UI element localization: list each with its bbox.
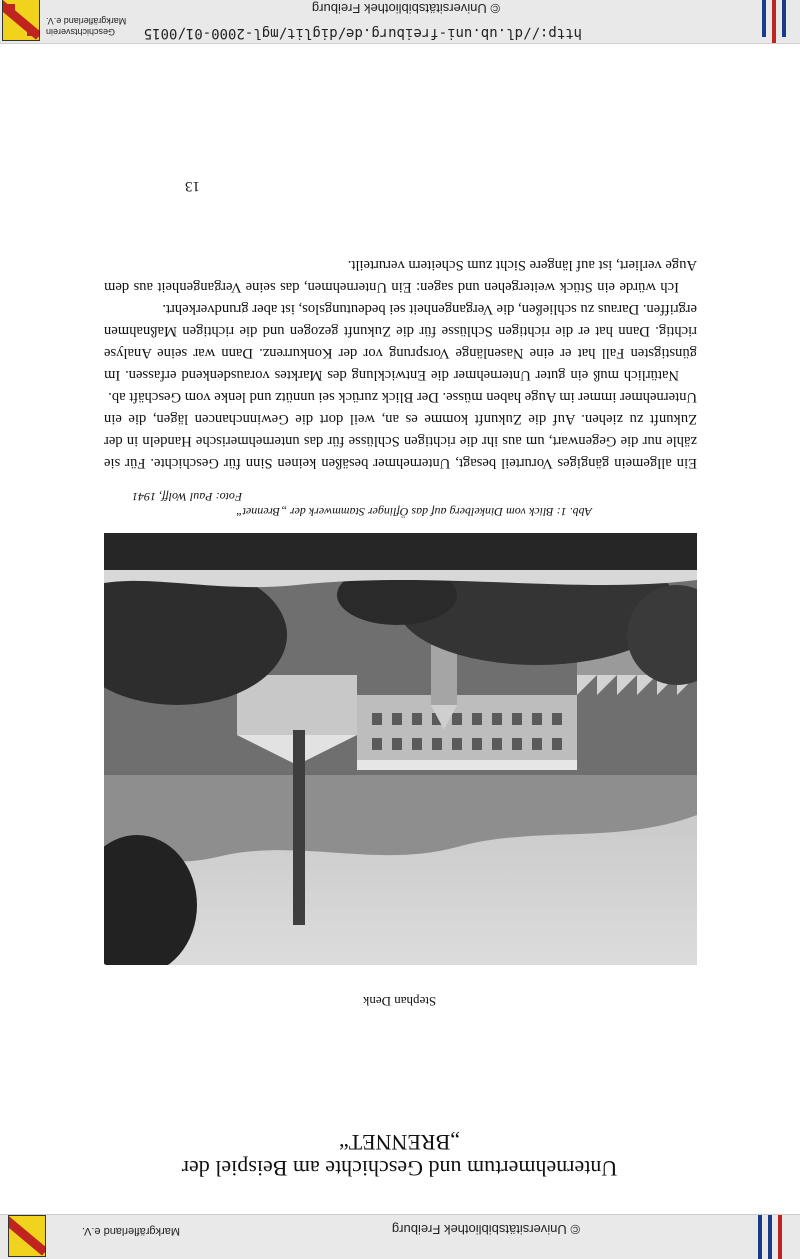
document-url-link[interactable]: http://dl.ub.uni-freiburg.de/diglit/mgl-2000-01/0015 xyxy=(143,25,582,41)
historic-factory-photo xyxy=(104,533,697,965)
title-line-2: „BRENNET“ xyxy=(339,1130,460,1155)
header-bar xyxy=(0,1214,800,1259)
footer-org-name: Geschichtsverein Markgräflerland e.V. xyxy=(46,16,127,37)
caption-text: Abb. 1: Blick vom Dinkelberg auf das Öflinger Stammwerk der „Brennet“ xyxy=(235,505,592,519)
header-library-text: © Universitätsbibliothek Freiburg xyxy=(391,1222,580,1237)
university-library-logo-icon xyxy=(760,0,800,43)
header-org-text: Markgräflerland e.V. xyxy=(81,1225,180,1237)
caption-credit: Foto: Paul Wolff, 1941 xyxy=(132,490,243,504)
coat-of-arms-icon xyxy=(2,0,40,41)
photo-caption xyxy=(102,489,697,519)
page-number: 13 xyxy=(185,178,200,194)
footer-bar xyxy=(0,0,800,44)
article-author: Stephan Denk xyxy=(362,994,437,1009)
paragraph: Ein allgemein gängiges Vorurteil besagt, Unternehmer besäßen keinen Sinn für Geschichte. Für sie zähle nur die Gegenwart, um aus ihr die richtigen Schlüsse für das unternehmerische Handeln in der Zukunft zu ziehen. Auf die Zukunft komme es an, weil dort die Gewinnchancen lägen, die ein Unternehmer immer im Auge haben müsse. Der Blick zurück sei unnütz und lenke vom Geschäft ab. xyxy=(104,389,697,471)
university-library-logo-icon xyxy=(752,1215,792,1259)
coat-of-arms-icon xyxy=(8,1215,46,1257)
paragraph: Ich würde ein Stück weitergehen und sagen: Ein Unternehmen, das seine Vergangenheit aus dem Auge verliert, ist auf längere Sicht zum Scheitern verurteilt. xyxy=(104,257,697,295)
article-body xyxy=(104,254,697,474)
title-line-1: Unternehmertum und Geschichte am Beispiel der xyxy=(181,1156,618,1181)
footer-library-text: © Universitätsbibliothek Freiburg xyxy=(311,1,500,16)
paragraph: Natürlich muß ein guter Unternehmer die Entwicklung des Marktes vorausdenkend erfassen. Im günstigsten Fall hat er eine Nasenlänge Vorsprung vor der Konkurrenz. Dann war seine Analyse richtig. Dann hat er die richtigen Schlüsse für die Zukunft gezogen und die richtigen Maßnahmen ergriffen. Daraus zu schließen, die Vergangenheit sei bedeutungslos, ist aber grundverkehrt. xyxy=(104,301,697,383)
factory-photo-image xyxy=(104,533,697,965)
article-title xyxy=(102,1129,697,1181)
